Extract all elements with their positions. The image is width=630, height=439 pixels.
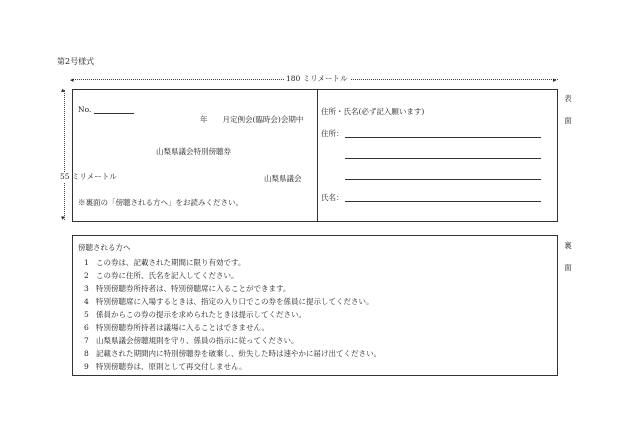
list-item: 2 この券に住所、氏名を記入してください。 [84, 271, 239, 280]
width-dimension-label: 180 ミリメートル [286, 74, 348, 83]
address-field-line-2[interactable] [345, 158, 541, 159]
list-item: 7 山梨県議会傍聴規則を守り、係員の指示に従ってください。 [84, 336, 299, 345]
form-label: 第2号様式 [57, 57, 95, 66]
ticket-number-field[interactable] [94, 113, 134, 114]
front-side-label: 表面 [564, 94, 572, 125]
list-item: 1 この券は、記載された期間に限り有効です。 [84, 258, 246, 267]
height-dimension-line [64, 90, 65, 220]
address-field-line-1[interactable] [345, 137, 541, 138]
ticket-front-divider [317, 89, 318, 222]
list-item: 3 特別傍聴券所持者は、特別傍聴席に入ることができます。 [84, 284, 291, 293]
address-field-line-3[interactable] [345, 179, 541, 180]
back-side-label: 裏面 [564, 241, 572, 272]
height-dimension-label: 55 ミリメートル [60, 172, 117, 181]
list-item: 9 特別傍聴券は、原則として再交付しません。 [84, 362, 247, 371]
arrow-up-icon: ▴ [61, 86, 65, 94]
list-item: 6 特別傍聴券所持者は議場に入ることはできません。 [84, 323, 269, 332]
arrow-right-icon: ▸ [553, 76, 557, 84]
list-item: 8 記載された期間内に特別傍聴券を破棄し、紛失した時は速やかに届け出てください。 [84, 349, 381, 358]
name-field-line[interactable] [345, 201, 541, 202]
name-label: 氏名： [321, 193, 344, 202]
arrow-left-icon: ◂ [70, 76, 74, 84]
fill-instruction: 住所・氏名(必ず記入願います) [321, 107, 425, 116]
ticket-title: 山梨県議会特別傍聴券 [156, 147, 231, 156]
list-item: 5 係員からこの券の提示を求められたときは提示してください。 [84, 310, 306, 319]
list-item: 4 特別傍聴席に入場するときは、指定の入り口でこの券を係員に提示してください。 [84, 297, 374, 306]
ticket-number-label: No. [78, 105, 92, 114]
arrow-down-icon: ▾ [61, 214, 65, 222]
session-text: 年 月定例会(臨時会)会期中 [200, 115, 304, 124]
back-note: ※裏面の「傍聴される方へ」をお読みください。 [78, 198, 243, 207]
back-heading: 傍聴される方へ [78, 243, 131, 252]
issuer-name: 山梨県議会 [264, 174, 302, 183]
address-label: 住所： [321, 129, 344, 138]
